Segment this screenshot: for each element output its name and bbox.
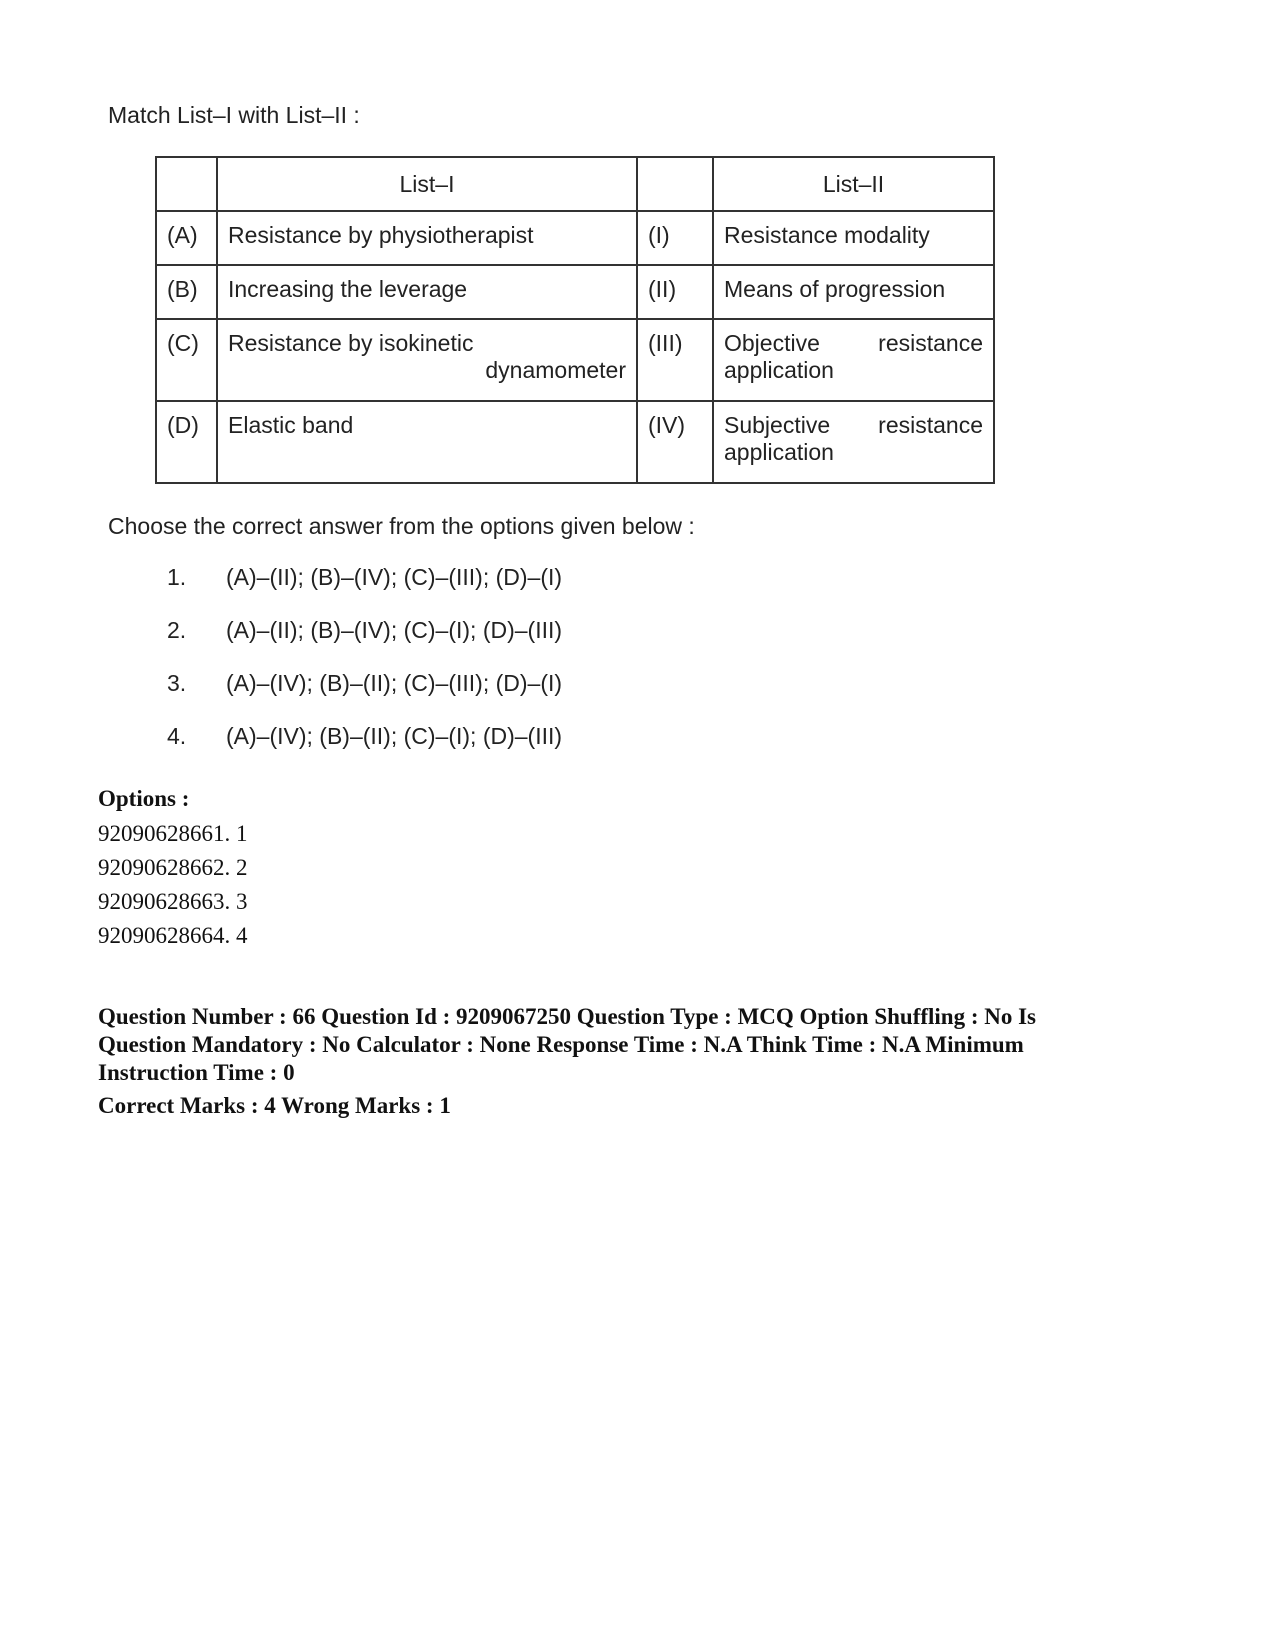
choice-text: (A)–(II); (B)–(IV); (C)–(III); (D)–(I) [226,564,563,590]
row-label-left: (D) [156,401,217,483]
option-id-item: 92090628661. 1 [98,821,248,846]
row-label-right: (I) [637,211,713,265]
question-meta [98,1003,1198,1087]
row-label-right: (III) [637,319,713,401]
option-id-item: 92090628662. 2 [98,855,248,880]
row-text-right [713,401,994,483]
choice-number: 1. [167,564,187,590]
row-text-left: Resistance by physiotherapist [217,211,637,265]
list-item [167,670,562,723]
marks-line: Correct Marks : 4 Wrong Marks : 1 [98,1093,451,1118]
row-text-right-line2: application [724,357,834,383]
option-id-item: 92090628663. 3 [98,889,248,914]
table-row [156,265,994,319]
choice-number: 3. [167,670,187,696]
row-text-left-line1: Resistance by isokinetic [228,330,474,356]
list-item [167,723,562,776]
options-heading: Options : [98,786,190,811]
row-label-right: (IV) [637,401,713,483]
row-label-right: (II) [637,265,713,319]
table-header-row [156,157,994,211]
option-id-list [98,820,248,956]
answer-choice-list [167,564,562,776]
option-id-item: 92090628664. 4 [98,923,248,948]
row-text-left-line2: dynamometer [485,357,626,383]
choice-number: 2. [167,617,187,643]
table-row [156,319,994,401]
row-label-left: (A) [156,211,217,265]
choice-text: (A)–(II); (B)–(IV); (C)–(I); (D)–(III) [226,617,563,643]
match-table [155,156,995,484]
header-blank-cell [637,157,713,211]
choice-number: 4. [167,723,187,749]
question-intro: Match List–I with List–II : [108,102,360,128]
row-text-right: Resistance modality [713,211,994,265]
table-row [156,401,994,483]
choice-text: (A)–(IV); (B)–(II); (C)–(I); (D)–(III) [226,723,563,749]
row-text-right: Means of progression [713,265,994,319]
row-text-left [217,319,637,401]
row-text-left: Increasing the leverage [217,265,637,319]
question-meta-line: Instruction Time : 0 [98,1060,295,1085]
row-text-left: Elastic band [217,401,637,483]
row-text-right-line1: Subjective resistance [724,412,983,438]
choice-text: (A)–(IV); (B)–(II); (C)–(III); (D)–(I) [226,670,563,696]
row-text-right-line2: application [724,439,834,465]
row-text-right [713,319,994,401]
row-text-right-line1: Objective resistance [724,330,983,356]
list-item [167,617,562,670]
question-meta-line: Question Mandatory : No Calculator : None Response Time : N.A Think Time : N.A Minimum [98,1032,1024,1057]
row-label-left: (C) [156,319,217,401]
choose-prompt: Choose the correct answer from the options given below : [108,513,695,539]
header-list1: List–I [217,157,637,211]
row-label-left: (B) [156,265,217,319]
list-item [167,564,562,617]
question-meta-line: Question Number : 66 Question Id : 9209067250 Question Type : MCQ Option Shuffling : No Is [98,1004,1037,1029]
header-list2: List–II [713,157,994,211]
table-row [156,211,994,265]
header-blank-cell [156,157,217,211]
